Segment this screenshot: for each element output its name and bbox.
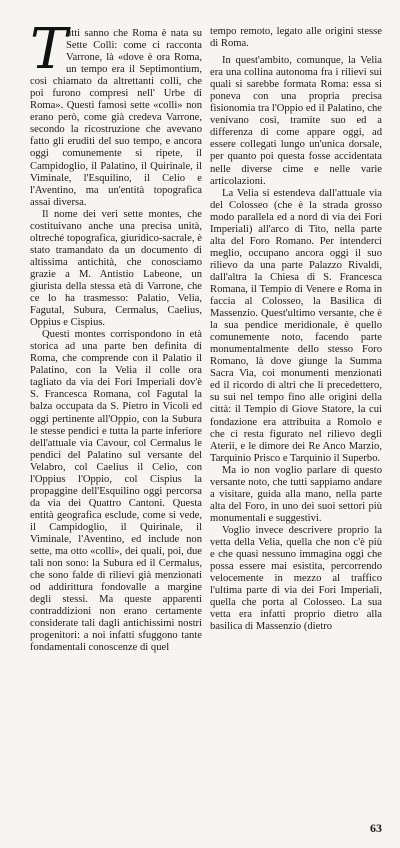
- right-column: [210, 26, 382, 633]
- left-column: [30, 17, 202, 654]
- paragraph-1-text: utti sanno che Roma è nata su Sette Colli: come ci racconta Varrone, là «dove è ora Roma, un tempo era il Septimontium, così chiamato da altrettanti colli, che poi furono compresi nell' Urbe di Roma». Questi famosi sette «colli» non erano però, come già credeva Varrone, secondo la ricostruzione che avevano fatto gli eruditi del suo tempo, e ancora oggi comunemente si ripete, il Campidoglio, il Palatino, il Quirinale, il Viminale, l'Esquilino, il Celio e l'Aventino, ma un'entità topografica assai diversa.: [30, 28, 202, 208]
- paragraph-4: tempo remoto, legato alle origini stesse di Roma.: [210, 26, 382, 50]
- paragraph-1: [30, 17, 202, 209]
- paragraph-7: Ma io non voglio parlare di questo versante noto, che tutti sappiamo andare a visitare, guida alla mano, nella parte alta del Foro, in uno dei suoi settori più monumentali e suggestivi.: [210, 464, 382, 524]
- paragraph-2: Il nome dei veri sette montes, che costituivano anche una precisa unità, oltreché topografica, giuridico-sacrale, è stato tramandato da un documento di altissima antichità, che conosciamo grazie a M. Antistio Labeone, un giurista della stessa età di Varrone, che ce lo ha trasmesso: Palatio, Velia, Fagutal, Subura, Cermalus, Caelius, Oppius e Cispius.: [30, 208, 202, 329]
- drop-cap: T: [30, 17, 68, 82]
- paragraph-5: In quest'ambito, comunque, la Velia era una collina autonoma fra i rilievi sui quali si sarebbe formata Roma: essa si poneva con una propria precisa fisionomia tra l'Oppio ed il Palatino, che venivano così, tramite suo ed a differenza di come appare oggi, ad essere collegati lungo un'unica dorsale, per quanto poi questa fosse accidentata nelle diverse cime e nelle varie articolazioni.: [210, 55, 382, 187]
- paragraph-8: Voglio invece descrivere proprio la vetta della Velia, quella che non c'è più e che quasi nessuno immagina oggi che possa essere mai esistita, percorrendo velocemente in mezzo al traffico l'ultima parte di via dei Fori Imperiali, quella che porta al Colosseo. La sua vetta era infatti proprio dietro alla basilica di Massenzio (dietro: [210, 524, 382, 633]
- page-number: 63: [370, 821, 382, 835]
- paragraph-6: La Velia si estendeva dall'attuale via del Colosseo (che è la strada grosso modo parallela ed a nord di via dei Fori Imperiali) all'arco di Tito, nella parte alta del Foro Romano. Per intenderci meglio, occupano ancora oggi il suo rilievo da una parte Palazzo Rivaldi, dall'altra la Chiesa di S. Francesca Romana, il Tempio di Venere e Roma in faccia al Colosseo, la Basilica di Massenzio. Quest'ultimo versante, che è la sua pendice meridionale, è quello comunemente noto, facendo parte monumentalmente dello stesso Foro Romano, là dove giunge la Summa Sacra Via, coi monumenti menzionati ed il ricordo di altri che li precedettero, su sui nel tempo fino alle origini della città: il Tempio di Giove Statore, la cui fondazione era attribuita a Romolo e che ci resta figurato nel rilievo degli Aterii, e le dimore dei Re Anco Marzio, Tarquinio Prisco e Tarquinio il Superbo.: [210, 187, 382, 464]
- paragraph-3: Questi montes corrispondono in età storica ad una parte ben definita di Roma, che comprende con il Palatio il Palatino, con la Velia il colle ora tagliato da via dei Fori Imperiali dov'è S. Francesca Romana, col Fagutal la balza occupata da S. Pietro in Vicoli ed oggi pertinente all'Oppio, con la Subura le stesse pendici e tutta la parte inferiore dell'attuale via Cavour, col Cermalus le pendici del Palatino sul versante del Velabro, col Caelius il Celio, con l'Oppius l'Oppio, col Cispius la propaggine dell'Esquilino oggi percorsa da via dei Quattro Cantoni. Questa entità geografica esclude, come si vede, il Campidoglio, il Quirinale, il Viminale, l'Aventino, ed include non sette, ma otto «colli», dei quali, poi, due tali non sono: la Subura ed il Cermalus, che sono falde di rilievi già menzionati od addirittura fondovalle a margine degli stessi. Ma queste apparenti contraddizioni non erano certamente considerate tali dagli antichissimi nostri progenitori: a noi infatti sfuggono tante fondamentali conoscenze di quel: [30, 329, 202, 654]
